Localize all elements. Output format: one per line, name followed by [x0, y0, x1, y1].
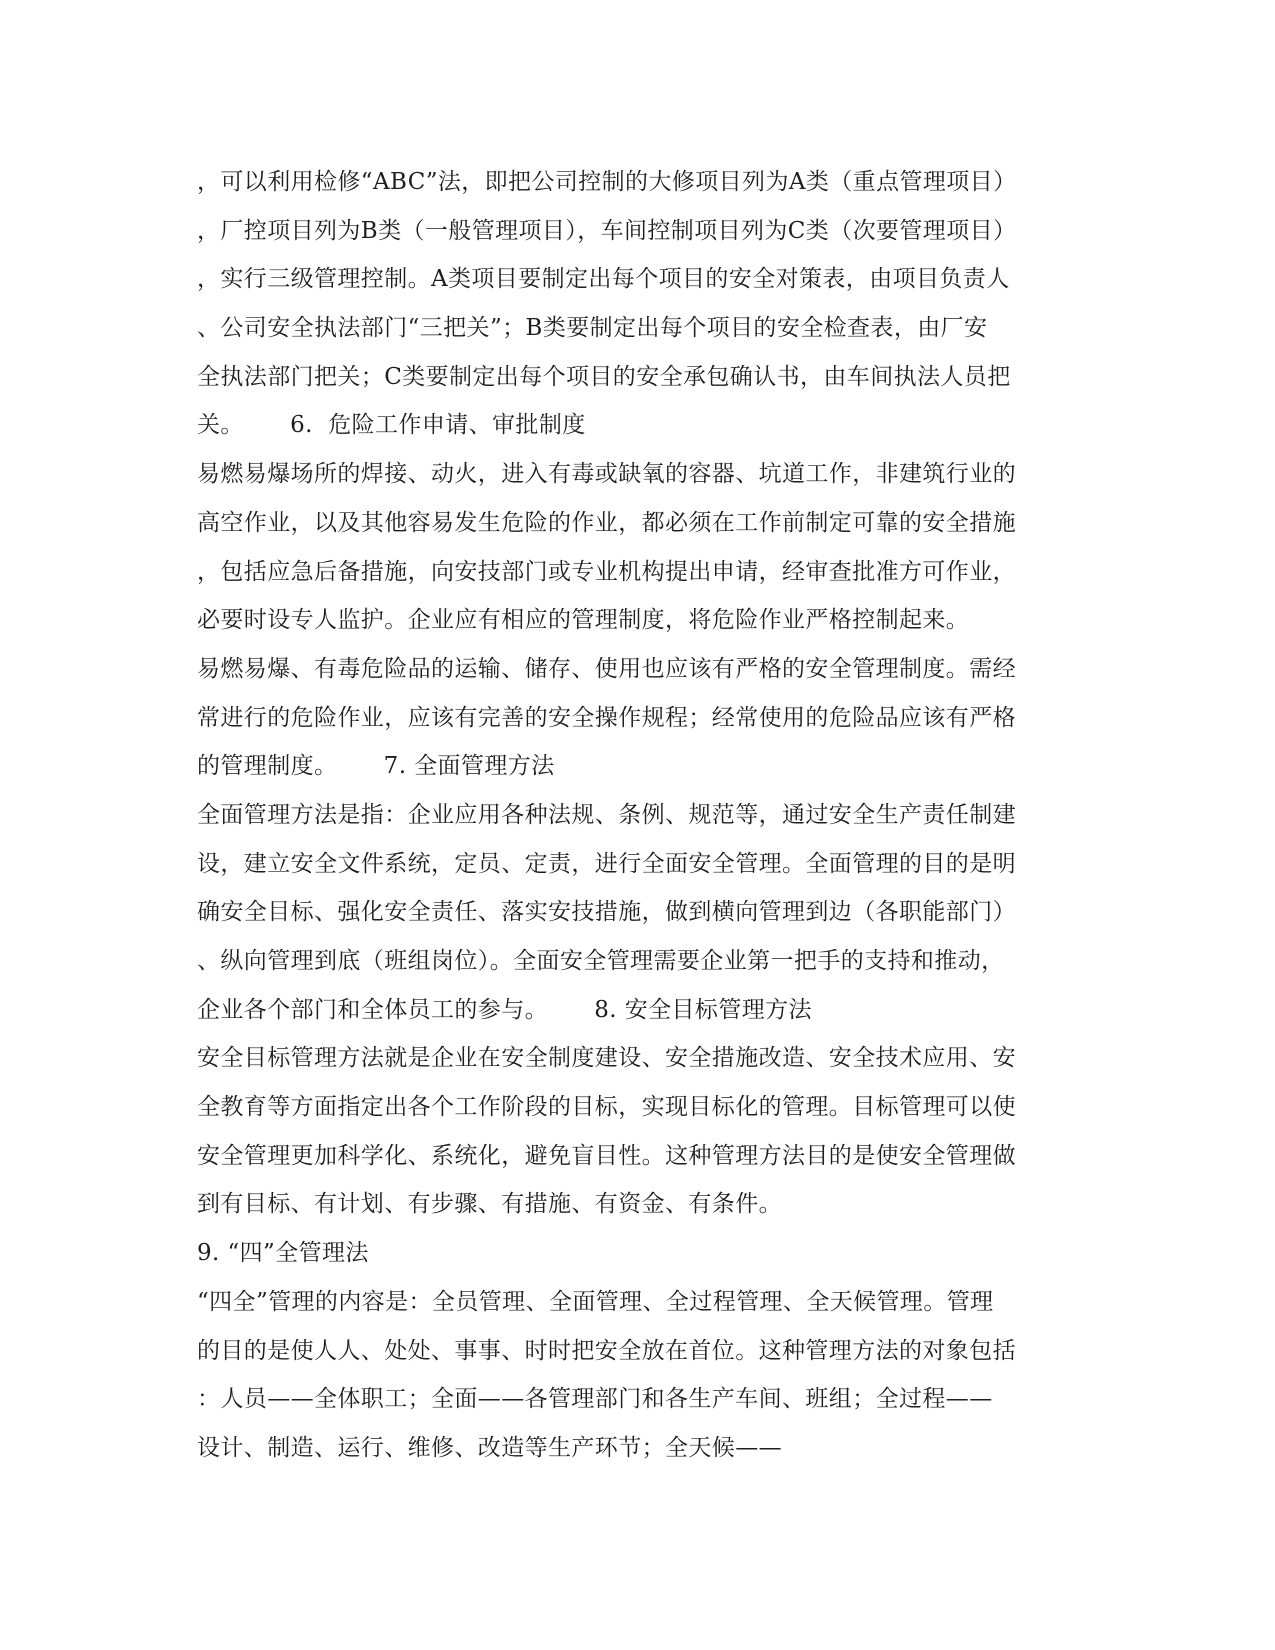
text-line: 高空作业，以及其他容易发生危险的作业，都必须在工作前制定可靠的安全措施 — [197, 509, 1016, 536]
section-heading-8: 企业各个部门和全体员工的参与。 8. 安全目标管理方法 — [197, 996, 812, 1023]
text-line: 设，建立安全文件系统，定员、定责，进行全面安全管理。全面管理的目的是明 — [197, 850, 1016, 877]
text-line: 设计、制造、运行、维修、改造等生产环节；全天候—— — [197, 1434, 782, 1461]
text-line: 、公司安全执法部门“三把关”；B类要制定出每个项目的安全检查表，由厂安 — [197, 315, 988, 342]
text-line: ，厂控项目列为B类（一般管理项目），车间控制项目列为C类（次要管理项目） — [197, 217, 1017, 244]
text-line: ，可以利用检修“ABC”法，即把公司控制的大修项目列为A类（重点管理项目） — [197, 169, 1017, 195]
text-line: 安全目标管理方法就是企业在安全制度建设、安全措施改造、安全技术应用、安 — [197, 1045, 1016, 1072]
text-line: 必要时设专人监护。企业应有相应的管理制度，将危险作业严格控制起来。 — [197, 607, 970, 634]
body-text — [197, 158, 1077, 1473]
text-line: 确安全目标、强化安全责任、落实安技措施，做到横向管理到边（各职能部门） — [197, 899, 1016, 926]
text-line: 安全管理更加科学化、系统化，避免盲目性。这种管理方法目的是使安全管理做 — [197, 1142, 1016, 1169]
text-line: 、纵向管理到底（班组岗位）。全面安全管理需要企业第一把手的支持和推动， — [197, 948, 1005, 974]
text-line: ，实行三级管理控制。A类项目要制定出每个项目的安全对策表，由项目负责人 — [197, 266, 1010, 293]
text-line: 的目的是使人人、处处、事事、时时把安全放在首位。这种管理方法的对象包括 — [197, 1337, 1016, 1364]
text-line: 到有目标、有计划、有步骤、有措施、有资金、有条件。 — [197, 1191, 782, 1218]
text-line: 易燃易爆场所的焊接、动火，进入有毒或缺氧的容器、坑道工作，非建筑行业的 — [197, 461, 1016, 488]
text-line: 常进行的危险作业，应该有完善的安全操作规程；经常使用的危险品应该有严格 — [197, 704, 1016, 731]
section-heading-9: 9. “四”全管理法 — [197, 1240, 369, 1267]
text-line: 全面管理方法是指：企业应用各种法规、条例、规范等，通过安全生产责任制建 — [197, 801, 1016, 828]
text-line: ：人员——全体职工；全面——各管理部门和各生产车间、班组；全过程—— — [197, 1386, 993, 1413]
section-heading-6: 关。 6. 危险工作申请、审批制度 — [197, 412, 586, 439]
text-line: 全执法部门把关；C类要制定出每个项目的安全承包确认书，由车间执法人员把 — [197, 363, 1011, 390]
text-line: ，包括应急后备措施，向安技部门或专业机构提出申请，经审查批准方可作业， — [197, 558, 1016, 585]
text-line: “四全”管理的内容是：全员管理、全面管理、全过程管理、全天候管理。管理 — [197, 1288, 994, 1315]
text-line: 全教育等方面指定出各个工作阶段的目标，实现目标化的管理。目标管理可以使 — [197, 1094, 1016, 1121]
text-line: 易燃易爆、有毒危险品的运输、储存、使用也应该有严格的安全管理制度。需经 — [197, 655, 1016, 682]
section-heading-7: 的管理制度。 7. 全面管理方法 — [197, 753, 555, 780]
